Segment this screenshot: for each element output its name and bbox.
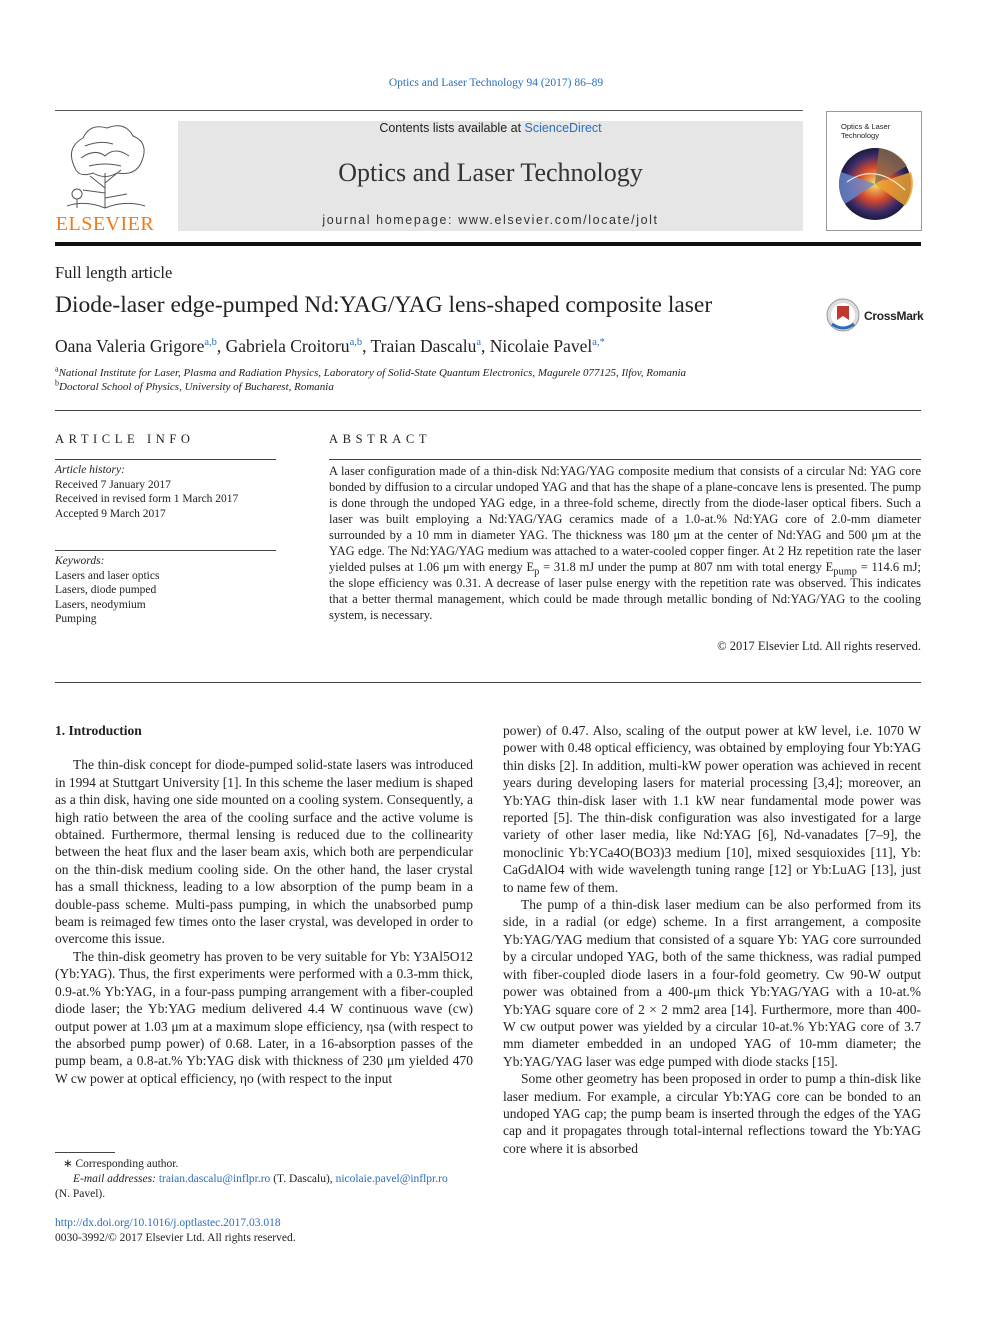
affiliation-mark: b <box>55 378 59 388</box>
author-affiliation-mark[interactable]: a,* <box>592 337 605 349</box>
abstract-part: = 31.8 mJ under the pump at 807 nm with total energy E <box>539 560 834 574</box>
body-paragraph: power) of 0.47. Also, scaling of the output power at kW level, i.e. 1070 W power with 0.48 optical efficiency, was obtained by employing four Yb:YAG thin disks [2]. In addition, multi-kW power operation was achieved in recent years during developing lasers for material processing [3,4]; moreover, an Yb:YAG thin-disk laser with 1.1 kW near fundamental mode power was reported [5]. The thin-disk configuration was also investigated for a large variety of other laser media, like Nd:YAG [6], Nd-vanadates [7–9], the monoclinic Yb:YCa4O(BO3)3 medium [10], mixed sesquioxides [11], Yb: CaGdAlO4 with wide wavelength tuning range [12] or Yb:LuAG [13], just to name few of them. <box>503 723 921 895</box>
keyword: Lasers, diode pumped <box>55 584 157 596</box>
abstract-bottom-rule <box>55 682 921 683</box>
article-info-rule <box>55 459 276 460</box>
email-line <box>55 1172 473 1187</box>
email-label: E-mail addresses: <box>73 1173 156 1185</box>
author-list: Oana Valeria Grigore$^{a,b}$, Gabriela Croitoru$^{a,b}$, Traian Dascalu$^a$, Nicolaie Pavel$^{a,*}$ <box>55 336 605 356</box>
journal-title: Optics and Laser Technology <box>338 158 643 187</box>
footnotes <box>55 1157 473 1202</box>
author-affiliation-mark[interactable]: a <box>476 337 482 349</box>
keyword: Lasers and laser optics <box>55 569 160 582</box>
journal-banner <box>178 121 803 231</box>
cover-title-line1: Optics & Laser <box>841 122 891 131</box>
article-history <box>55 463 276 521</box>
corresponding-author-note: ∗ Corresponding author. <box>63 1158 179 1170</box>
keywords-label: Keywords: <box>55 555 105 567</box>
body-paragraph: The thin-disk geometry has proven to be very suitable for Yb: Y3Al5O12 (Yb:YAG). Thus, the first experiments were performed with a 0.3-mm thick, 0.9-at.% Yb:YAG, in a four-pass pumping arrangement with a fiber-coupled diode laser; the Yb:YAG medium delivered 4.4 W continuous wave (cw) output power at 1.03 μm at a maximum slope efficiency, ηsa (with respect to the absorbed pump power) of 0.68. Later, in a 16-absorption passes of the pump beam, a 0.8-at.% Yb:YAG disk with thickness of 230 μm yielded 470 W cw power at optical efficiency, ηo (with respect to the input <box>55 948 473 1086</box>
section-heading: 1. Introduction <box>55 723 142 738</box>
crossmark-badge[interactable] <box>826 298 926 334</box>
keyword: Lasers, neodymium <box>55 598 146 611</box>
footnote-rule <box>55 1152 115 1153</box>
homepage-url[interactable]: www.elsevier.com/locate/jolt <box>458 213 659 227</box>
article-footer <box>55 1216 296 1245</box>
email-owner: (T. Dascalu), <box>273 1173 333 1185</box>
abstract-part: = 114.6 mJ; the slope efficiency was 0.31. A decrease of laser pulse energy with the repetition rate was observed. This indicates that a better thermal management, which could be made through metallic bonding of Nd:YAG/YAG to the cooling system, is necessary. <box>329 560 921 622</box>
body-paragraph: Some other geometry has been proposed in order to pump a thin-disk like laser medium. For example, a circular Yb:YAG core can be bonded to an undoped YAG cap; the pump beam is inserted through the edges of the YAG cap and it propagates through total-internal reflections toward the Yb:YAG core where it is absorbed <box>503 1071 921 1156</box>
abstract-copyright: © 2017 Elsevier Ltd. All rights reserved. <box>717 639 921 653</box>
abstract-subscript: p <box>534 566 540 578</box>
cover-artwork-icon <box>835 142 915 224</box>
contents-line <box>178 121 803 135</box>
author-name[interactable]: Oana Valeria Grigore <box>55 336 205 356</box>
keyword: Pumping <box>55 613 97 625</box>
issn-line: 0030-3992/© 2017 Elsevier Ltd. All rights reserved. <box>55 1231 296 1244</box>
author-name[interactable]: Gabriela Croitoru <box>225 336 350 356</box>
keywords <box>55 554 276 627</box>
journal-citation[interactable]: Optics and Laser Technology 94 (2017) 86–89 <box>388 77 604 89</box>
abstract-heading: ABSTRACT <box>329 432 432 446</box>
email-link[interactable]: traian.dascalu@inflpr.ro <box>158 1173 271 1185</box>
abstract-text <box>329 463 921 623</box>
keywords-rule <box>55 550 276 551</box>
title-rule <box>55 410 921 411</box>
journal-cover[interactable] <box>826 111 922 231</box>
body-paragraph: The thin-disk concept for diode-pumped solid-state lasers was introduced in 1994 at Stuttgart University [1]. In this scheme the laser medium is shaped as a thin disk, having one side mounted on a cooling system. Consequently, a high ratio between the area of the cooling surface and the active volume is obtained. Furthermore, thermal lensing is reduced due to the collinearity between the heat flux and the laser beam axis, which both are perpendicular on the thin-disk medium cooling side. On the other hand, the laser crystal has a small thickness, leading to a low absorption of the pump beam in a double-pass scheme. Multi-pass pumping, in which the unabsorbed pump beam is reimaged few times onto the laser crystal, was developed in order to overcome this issue. <box>55 757 473 947</box>
tree-icon <box>55 118 155 213</box>
elsevier-logo[interactable] <box>55 118 155 234</box>
homepage-label: journal homepage: <box>322 213 454 227</box>
history-label: Article history: <box>55 464 125 476</box>
author-affiliation-mark[interactable]: a,b <box>204 337 217 349</box>
article-info-heading: ARTICLE INFO <box>55 432 195 446</box>
received-date: Received 7 January 2017 <box>55 478 171 491</box>
contents-prefix: Contents lists available at <box>379 121 522 135</box>
author-name[interactable]: Traian Dascalu <box>370 336 477 356</box>
abstract-rule <box>329 459 921 460</box>
left-column <box>55 722 473 1087</box>
affiliation <box>55 378 334 393</box>
journal-homepage <box>178 213 803 227</box>
author-affiliation-mark[interactable]: a,b <box>349 337 363 349</box>
affiliation-text: Doctoral School of Physics, University of Bucharest, Romania <box>59 381 334 393</box>
article-type: Full length article <box>55 263 173 282</box>
header-thick-rule <box>55 242 921 246</box>
author-name[interactable]: Nicolaie Pavel <box>489 336 593 356</box>
abstract-part: A laser configuration made of a thin-disk Nd:YAG/YAG composite medium that consists of a circular Nd: YAG core bonded by diffusion to a circular undoped YAG and that has the shape of a plane-concave lens is presented. The pump is done through the undoped YAG edge, in a three-fold scheme, directly from the diode-laser optical fibers. Such a laser was built employing a Nd:YAG/YAG ceramics made of a 1.0-at.% Nd:YAG core of 2.0-mm diameter surrounded by a 10 mm in diameter YAG. The thickness was 180 μm at the center of Nd:YAG and 500 μm at the YAG edge. The Nd:YAG/YAG medium was attached to a water-cooled copper finger. At 2 Hz repetition rate the laser yielded pulses at 1.06 μm with energy E <box>329 464 921 574</box>
body-paragraph: The pump of a thin-disk laser medium can be also performed from its side, in a radial (or edge) scheme. In a first arrangement, a composite Yb:YAG/YAG medium that consisted of a square Yb: YAG core surrounded by a circular undoped YAG, both of the same thickness, was radial pumped with fiber-coupled diode lasers in a four-fold geometry. Cw 90-W output power was obtained from a 400-μm thick Yb:YAG/YAG with a 10-at.% Yb:YAG square core of 2 × 2 mm2 area [14]. Furthermore, more than 400-W cw output power was yielded by a circular 10-at.% Yb:YAG core of 3.7 mm diameter embedded in an undoped YAG of 10-mm diameter; the Yb:YAG/YAG laser was edge pumped with diode stacks [15]. <box>503 897 921 1069</box>
cover-title <box>841 122 890 140</box>
elsevier-wordmark: ELSEVIER <box>55 213 155 235</box>
right-column <box>503 722 921 1157</box>
email-owner: (N. Pavel). <box>55 1188 106 1200</box>
abstract-subscript: pump <box>833 566 857 578</box>
affiliation-text: National Institute for Laser, Plasma and Radiation Physics, Laboratory of Solid-State Quantum Electronics, Magurele 077125, Ilfov, Romania <box>58 367 687 379</box>
affiliation-mark: a <box>55 364 59 374</box>
sciencedirect-link[interactable]: ScienceDirect <box>524 121 602 135</box>
doi-link[interactable]: http://dx.doi.org/10.1016/j.optlastec.2017.03.018 <box>55 1217 281 1229</box>
revised-date: Received in revised form 1 March 2017 <box>55 493 239 505</box>
header-rule <box>55 110 803 111</box>
affiliation <box>55 364 687 379</box>
accepted-date: Accepted 9 March 2017 <box>55 507 166 520</box>
article-title: Diode-laser edge-pumped Nd:YAG/YAG lens-shaped composite laser <box>55 292 713 318</box>
crossmark-icon <box>826 298 860 332</box>
email-link[interactable]: nicolaie.pavel@inflpr.ro <box>335 1173 448 1185</box>
crossmark-label: CrossMark <box>864 309 924 323</box>
cover-title-line2: Technology <box>841 131 879 140</box>
